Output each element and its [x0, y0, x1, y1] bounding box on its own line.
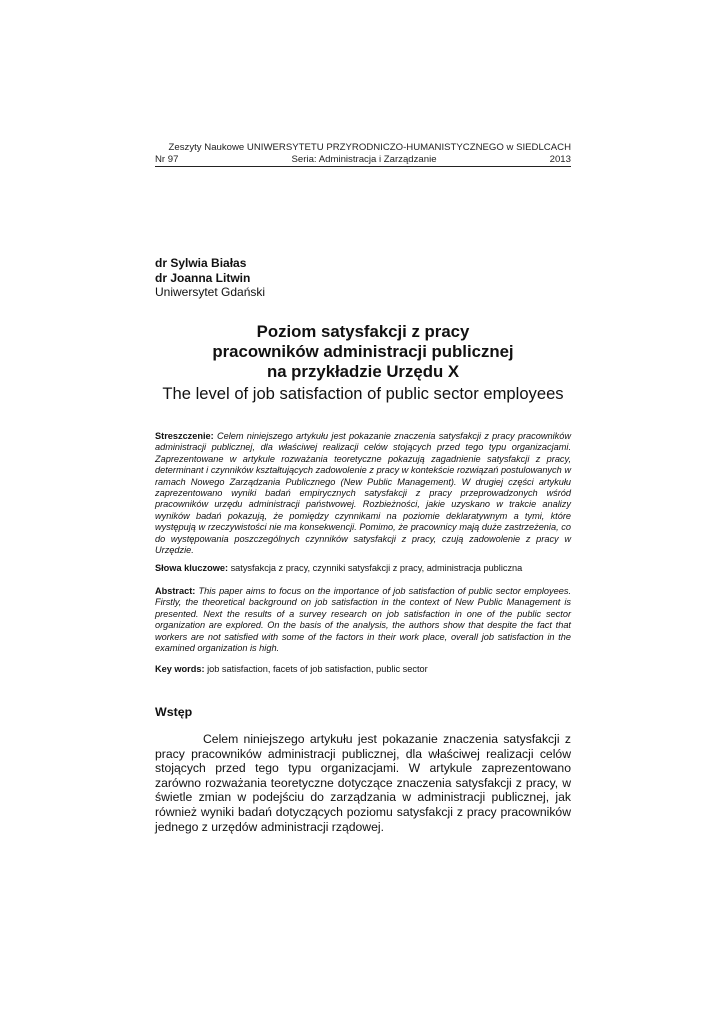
journal-name: Zeszyty Naukowe UNIWERSYTETU PRZYRODNICZO-HUMANISTYCZNEGO w SIEDLCACH	[168, 142, 571, 153]
section-heading: Wstęp	[155, 705, 193, 719]
series-name: Seria: Administracja i Zarządzanie	[291, 154, 437, 165]
title-pl-line: pracowników administracji publicznej	[212, 342, 514, 362]
authors-block	[155, 256, 265, 300]
author-name: dr Sylwia Białas	[155, 256, 247, 270]
title-pl-line: na przykładzie Urzędu X	[266, 362, 460, 382]
streszczenie-label: Streszczenie:	[155, 431, 217, 441]
slowa-kluczowe-block	[155, 563, 571, 574]
abstract-block	[155, 586, 571, 654]
intro-paragraph: Celem niniejszego artykułu jest pokazanie znaczenia satysfakcji z pracy pracowników administracji publicznej, dla właściwej realizacji celów stojących przed tego typu organizacjami. W artykule zaprezentowano zarówno rozważania teoretyczne dotyczące znaczenia satysfakcji z pracy, w świetle zmian w podejściu do zarządzania w administracji publicznej, jak również wyniki badań dotyczących poziomu satysfakcji z pracy pracowników jednego z urzędów administracji rządowej.	[155, 732, 571, 834]
key-words-block	[155, 664, 571, 675]
running-header	[155, 142, 571, 167]
slowa-kluczowe-text: satysfakcja z pracy, czynniki satysfakcji z pracy, administracja publiczna	[230, 563, 523, 573]
title-block	[120, 322, 606, 404]
header-row	[155, 154, 571, 167]
issue-number: Nr 97	[155, 154, 179, 165]
affiliation: Uniwersytet Gdański	[155, 285, 266, 299]
abstract-label: Abstract:	[155, 586, 199, 596]
year: 2013	[549, 154, 571, 165]
key-words-text: job satisfaction, facets of job satisfaction, public sector	[207, 664, 428, 674]
streszczenie-block	[155, 431, 571, 556]
title-pl-line: Poziom satysfakcji z pracy	[256, 322, 470, 341]
key-words-label: Key words:	[155, 664, 208, 674]
title-en: The level of job satisfaction of public sector employees	[162, 383, 564, 403]
author-name: dr Joanna Litwin	[155, 270, 251, 285]
abstract-text: This paper aims to focus on the importance of job satisfaction of public sector employees. Firstly, the theoretical background on job satisfaction in the context of New Public Management is presented. Next the results of a survey research on job satisfaction in one of the public sector organization are explored. On the basis of the analysis, the authors show that despite the fact that workers are not satisfied with some of the factors in their work place, overall job satisfaction in the examined organization is high.	[155, 586, 571, 654]
streszczenie-text: Celem niniejszego artykułu jest pokazanie znaczenia satysfakcji z pracy pracowników administracji publicznej, dla właściwej realizacji celów stojących przed tego typu organizacjami. Zaprezentowane w artykule rozważania teoretyczne pokazują zagadnienie satysfakcji z pracy, determinant i czynników kształtujących zadowolenie z pracy w kontekście rozwiązań postulowanych w ramach Nowego Zarządzania Publicznego (New Public Management). W drugiej części artykułu zaprezentowano wyniki badań empirycznych satysfakcji z pracy przeprowadzonych wśród pracowników urzędu administracji państwowej. Rozbieżności, jakie uzyskano w trakcie analizy wyników badań pokazują, że pomiędzy czynnikami na poziomie deklaratywnym a tymi, które występują w rzeczywistości nie ma konsekwencji. Pomimo, że pracownicy mają duże zastrzeżenia, co do występowania poszczególnych czynników satysfakcji z pracy, czują zadowolenie z pracy w Urzędzie.	[155, 431, 571, 556]
slowa-kluczowe-label: Słowa kluczowe:	[155, 563, 231, 573]
